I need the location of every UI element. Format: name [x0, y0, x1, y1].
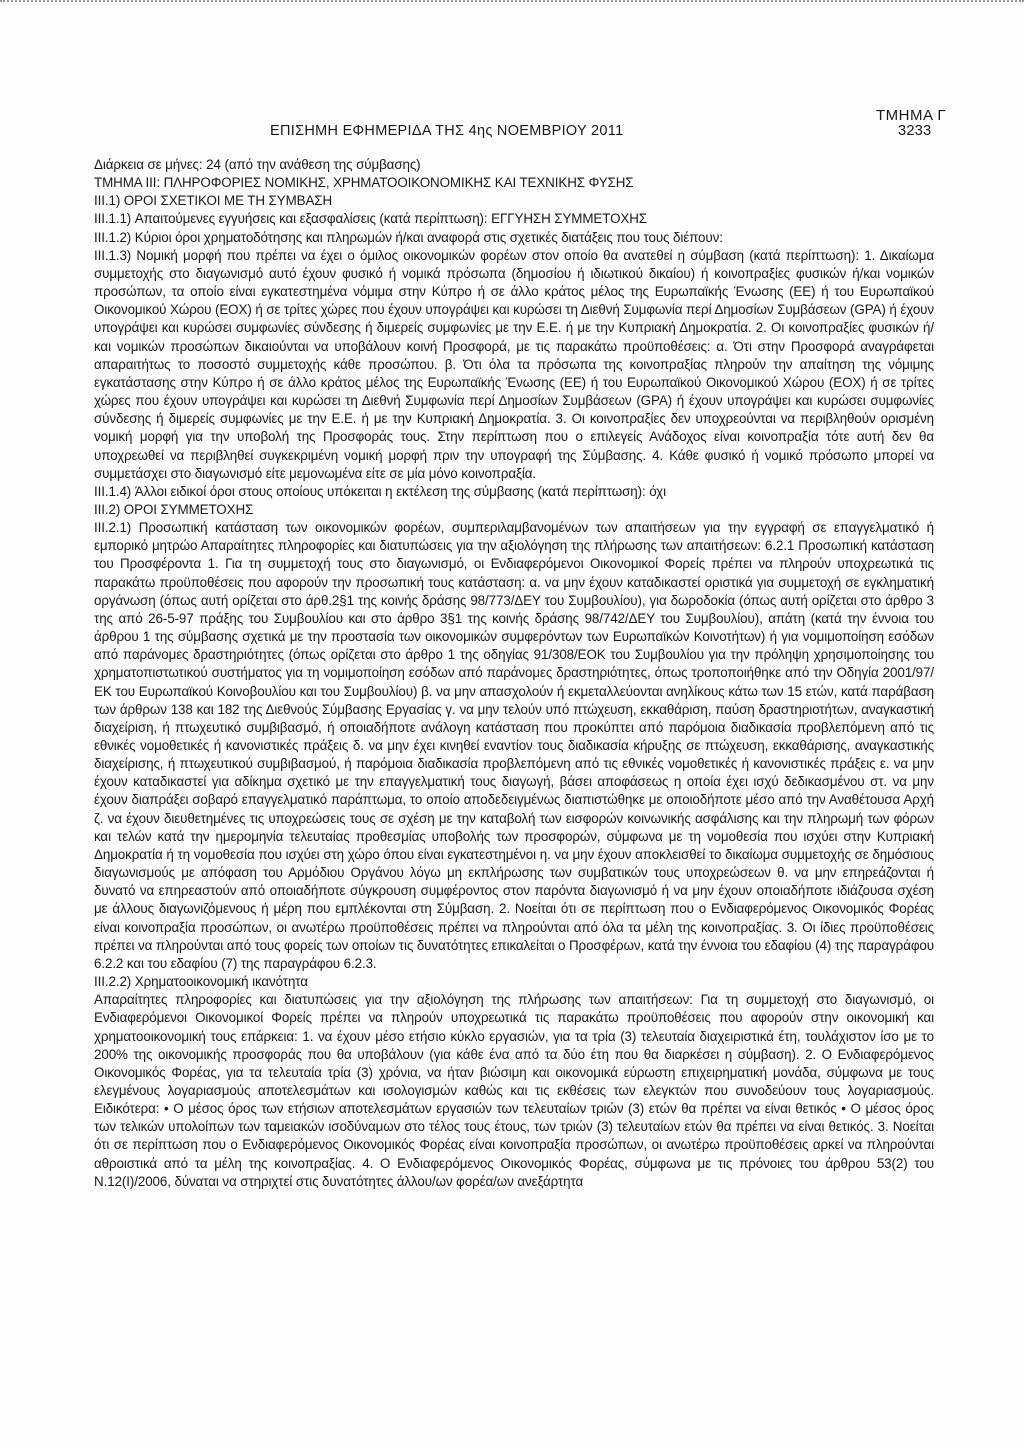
- clause-iii-1-2: III.1.2) Κύριοι όροι χρηματοδότησης και πληρωμών ή/και αναφορά στις σχετικές διατάξεις που τους διέπουν:: [94, 229, 723, 245]
- gazette-title: ΕΠΙΣΗΜΗ ΕΦΗΜΕΡΙΔΑ ΤΗΣ 4ης ΝΟΕΜΒΡΙΟΥ 2011: [270, 123, 624, 139]
- document-body: [94, 156, 934, 1191]
- clause-iii-1-heading: III.1) ΟΡΟΙ ΣΧΕΤΙΚΟΙ ΜΕ ΤΗ ΣΥΜΒΑΣΗ: [94, 193, 333, 209]
- clause-iii-2-2-heading: III.2.2) Χρηματοοικονομική ικανότητα: [94, 974, 308, 990]
- clause-iii-1-1: III.1.1) Απαιτούμενες εγγυήσεις και εξασφαλίσεις (κατά περίπτωση): ΕΓΓΥΗΣΗ ΣΥΜΜΕΤΟΧΗΣ: [94, 211, 647, 227]
- clause-iii-1-3: III.1.3) Νομική μορφή που πρέπει να έχει ο όμιλος οικονομικών φορέων στον οποίο θα ανατεθεί η σύμβαση (κατά περίπτωση): 1. Δικαίωμα συμμετοχής στο διαγωνισμό αυτό έχουν φυσικό ή νομικά πρόσωπα (δημοσίου ή ιδιωτικού δικαίου) ή κοινοπραξίες φυσικών ή/και νομικών προσώπων, τα οποίο είναι εγκατεστημένα νόμιμα στην Κύπρο ή σε άλλο κράτος μέλος της Ευρωπαϊκής Ένωσης (ΕΕ) ή του Ευρωπαϊκού Οικονομικού Χώρου (ΕΟΧ) ή σε τρίτες χώρες που έχουν υπογράψει και κυρώσει τη Διεθνή Συμφωνία περί Δημοσίων Συμβάσεων (GPA) ή έχουν υπογράψει και κυρώσει συμφωνίες σύνδεσης ή διμερείς συμφωνίες με την Ε.Ε. ή με την Κυπριακή Δημοκρατία. 2. Οι κοινοπραξίες φυσικών ή/και νομικών προσώπων δικαιούνται να υποβάλουν κοινή Προσφορά, με τις παρακάτω προϋποθέσεις: α. Ότι στην Προσφορά αναγράφεται απαραιτήτως το ποσοστό συμμετοχής κάθε προσώπου. β. Ότι όλα τα πρόσωπα της κοινοπραξίας πληρούν την απαίτηση της νόμιμης εγκατάστασης στην Κύπρο ή σε άλλο κράτος μέλος της Ευρωπαϊκής Ένωσης (ΕΕ) ή του Ευρωπαϊκού Οικονομικού Χώρου (ΕΟΧ) ή σε τρίτες χώρες που έχουν υπογράψει και κυρώσει τη Διεθνή Συμφωνία περί Δημοσίων Συμβάσεων (GPA) ή έχουν υπογράψει και κυρώσει συμφωνίες σύνδεσης ή διμερείς συμφωνίες με την Ε.Ε. ή με την Κυπριακή Δημοκρατία. 3. Οι κοινοπραξίες δεν υποχρεούνται να περιβληθούν ορισμένη νομική μορφή για την υποβολή της Προσφοράς τους. Στην περίπτωση που ο επιλεγείς Ανάδοχος είναι κοινοπραξία τότε αυτή δεν θα υποχρεωθεί να περιβληθεί συγκεκριμένη νομική μορφή πριν την υπογραφή της Σύμβασης. 4. Κάθε φυσικό ή νομικό πρόσωπο μπορεί να συμμετάσχει στο διαγωνισμό είτε μεμονωμένα είτε σε μία μόνο κοινοπραξία.: [94, 247, 934, 481]
- section-iii-heading: ΤΜΗΜΑ III: ΠΛΗΡΟΦΟΡΙΕΣ ΝΟΜΙΚΗΣ, ΧΡΗΜΑΤΟΟΙΚΟΝΟΜΙΚΗΣ ΚΑΙ ΤΕΧΝΙΚΗΣ ΦΥΣΗΣ: [94, 175, 634, 191]
- section-label: ΤΜΗΜΑ Γ: [876, 107, 947, 124]
- page-number: 3233: [898, 123, 932, 139]
- clause-iii-2-2-body: Απαραίτητες πληροφορίες και διατυπώσεις για την αξιολόγηση της πλήρωσης των απαιτήσεων: Για τη συμμετοχή στο διαγωνισμό, οι Ενδιαφερόμενοι Οικονομικοί Φορείς πρέπει να πληρούν υποχρεωτικά τις παρακάτω προϋποθέσεις που αφορούν στην οικονομική και χρηματοοικονομική τους επάρκεια: 1. να έχουν μέσο ετήσιο κύκλο εργασιών, για τα τρία (3) τελευταία διαχειριστικά έτη, τουλάχιστον ίσο με το 200% της οικονομικής προσφοράς που θα υποβάλουν (για κάθε ένα από τα δύο έτη που θα διαρκέσει η σύμβαση). 2. Ο Ενδιαφερόμενος Οικονομικός Φορέας, για τα τελευταία τρία (3) χρόνια, να ήταν βιώσιμη και οικονομικά εύρωστη επιχειρηματική μονάδα, σύμφωνα με τους ελεγμένους λογαριασμούς αποτελεσμάτων και ισολογισμών καθώς και τις εκθέσεις των ελεγκτών που συνοδεύουν τους λογαριασμούς. Ειδικότερα: • Ο μέσος όρος των ετήσιων αποτελεσμάτων εργασιών των τελευταίων τριών (3) ετών θα πρέπει να είναι θετικός • Ο μέσος όρος των τελικών υπολοίπων των ταμειακών ισοδύναμων στο τέλος τους έτους, των τριών (3) τελευταίων ετών θα πρέπει να είναι θετικός. 3. Νοείται ότι σε περίπτωση που ο Ενδιαφερόμενος Οικονομικός Φορέας είναι κοινοπραξία προσώπων, οι ανωτέρω προϋποθέσεις αρκεί να πληρούνται αθροιστικά από τα μέλη της κοινοπραξίας. 4. Ο Ενδιαφερόμενος Οικονομικός Φορέας, σύμφωνα με τις πρόνοιες του άρθρου 53(2) του Ν.12(Ι)/2006, δύναται να στηριχτεί στις δυνατότητες άλλου/ων φορέα/ων ανεξάρτητα: [94, 992, 934, 1189]
- scan-edge-artifact: [0, 0, 1024, 7]
- clause-iii-2-1: III.2.1) Προσωπική κατάσταση των οικονομικών φορέων, συμπεριλαμβανομένων των απαιτήσεων για την εγγραφή σε επαγγελματικό ή εμπορικό μητρώο Απαραίτητες πληροφορίες και διατυπώσεις για την αξιολόγηση της πλήρωσης των απαιτήσεων: 6.2.1 Προσωπική κατάσταση του Προσφέροντα 1. Για τη συμμετοχή τους στο διαγωνισμό, οι Ενδιαφερόμενοι Οικονομικοί Φορείς πρέπει να πληρούν υποχρεωτικά τις παρακάτω προϋποθέσεις που αφορούν την προσωπική τους κατάσταση: α. να μην έχουν καταδικαστεί οριστικά για συμμετοχή σε εγκληματική οργάνωση (όπως αυτή ορίζεται στο άρθ.2§1 της κοινής δράσης 98/773/ΔΕΥ του Συμβουλίου), για δωροδοκία (όπως αυτή ορίζεται στο άρθρο 3 της από 26-5-97 πράξης του Συμβουλίου και στο άρθρο 3§1 της κοινής δράσης 98/742/ΔΕΥ του Συμβουλίου), απάτη (κατά την έννοια του άρθρου 1 της σύμβασης σχετικά με την προστασία των οικονομικών συμφερόντων των Ευρωπαϊκών Κοινοτήτων) ή για νομιμοποίηση εσόδων από παράνομες δραστηριότητες (όπως ορίζεται στο άρθρο 1 της οδηγίας 91/308/ΕΟΚ του Συμβουλίου για την πρόληψη χρησιμοποίησης του χρηματοπιστωτικού συστήματος για τη νομιμοποίηση εσόδων από παράνομες δραστηριότητες, όπως τροποποιήθηκε από την Οδηγία 2001/97/ΕΚ του Ευρωπαϊκού Κοινοβουλίου και του Συμβουλίου) β. να μην απασχολούν ή εκμεταλλεύονται ανηλίκους κάτω των 15 ετών, κατά παράβαση των άρθρων 138 και 182 της Διεθνούς Σύμβασης Εργασίας γ. να μην τελούν υπό πτώχευση, εκκαθάριση, παύση δραστηριοτήτων, αναγκαστική διαχείριση, ή πτωχευτικό συμβιβασμό, ή οποιαδήποτε ανάλογη κατάσταση που προκύπτει από παρόμοια διαδικασία προβλεπόμενη από τις εθνικές νομοθετικές ή κανονιστικές πράξεις δ. να μην έχει κινηθεί εναντίον τους διαδικασία κήρυξης σε πτώχευση, εκκαθάρισης, αναγκαστικής διαχείρισης, ή πτωχευτικού συμβιβασμού, ή παρόμοια διαδικασία προβλεπόμενη από τις εθνικές νομοθετικές ή κανονιστικές πράξεις ε. να μην έχουν καταδικαστεί για αδίκημα σχετικό με την επαγγελματική τους διαγωγή, βάσει αποφάσεως η οποία έχει ισχύ δεδικασμένου στ. να μην έχουν διαπράξει σοβαρό επαγγελματικό παράπτωμα, το οποίο αποδεδειγμένως διαπιστώθηκε με οποιοδήποτε μέσο από την Αναθέτουσα Αρχή ζ. να έχουν διευθετημένες τις υποχρεώσεις τους σε σχέση με την καταβολή των εισφορών κοινωνικής ασφάλισης και την πληρωμή των φόρων και τελών κατά την ημερομηνία τελευταίας προθεσμίας υποβολής των προσφορών, σύμφωνα με τη νομοθεσία που ισχύει στην Κυπριακή Δημοκρατία ή τη νομοθεσία που ισχύει στη χώρο όπου είναι εγκατεστημένοι η. να μην έχουν αποκλεισθεί το δικαίωμα συμμετοχής σε δημόσιους διαγωνισμούς με απόφαση του Αρμόδιου Οργάνου λόγω μη εκπλήρωσης των συμβατικών τους υποχρεώσεων θ. να μην επηρεάζονται ή δυνατό να επηρεαστούν από οποιαδήποτε σύγκρουση συμφέροντος στον παρόντα διαγωνισμό ή να μην έχουν οποιαδήποτε ιδιάζουσα σχέση με άλλους διαγωνιζόμενους ή μέρη που εμπλέκονται στη Σύμβαση. 2. Νοείται ότι σε περίπτωση που ο Ενδιαφερόμενος Οικονομικός Φορέας είναι κοινοπραξία προσώπων, οι ανωτέρω προϋποθέσεις πρέπει να πληρούνται από όλα τα μέλη της κοινοπραξίας. 3. Οι ίδιες προϋποθέσεις πρέπει να πληρούνται από τους φορείς των οποίων τις δυνατότητες επικαλείται ο Προσφέρων, κατά την έννοια του εδαφίου (4) της παραγράφου 6.2.2 και του εδαφίου (7) της παραγράφου 6.2.3.: [94, 520, 934, 971]
- clause-iii-2-heading: III.2) ΟΡΟΙ ΣΥΜΜΕΤΟΧΗΣ: [94, 501, 254, 517]
- duration-line: Διάρκεια σε μήνες: 24 (από την ανάθεση της σύμβασης): [94, 157, 421, 172]
- clause-iii-1-4: III.1.4) Άλλοι ειδικοί όροι στους οποίους υπόκειται η εκτέλεση της σύμβασης (κατά περίπτωση): όχι: [94, 483, 666, 499]
